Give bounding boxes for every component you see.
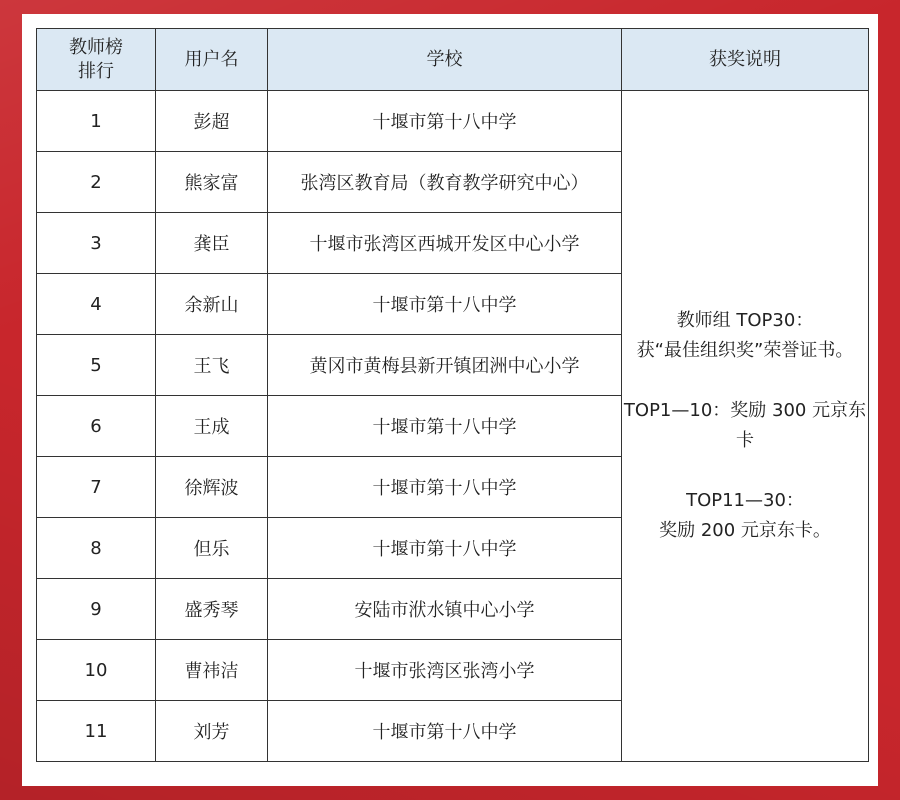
username-cell: 徐辉波 [156, 457, 268, 518]
username-cell: 但乐 [156, 518, 268, 579]
rank-cell: 5 [37, 335, 156, 396]
username-cell: 熊家富 [156, 152, 268, 213]
school-cell: 十堰市第十八中学 [268, 396, 622, 457]
award-note-line3: TOP1—10：奖励 300 元京东卡 [623, 400, 867, 451]
school-cell: 十堰市第十八中学 [268, 518, 622, 579]
username-cell: 王成 [156, 396, 268, 457]
header-school: 学校 [268, 29, 622, 91]
rank-cell: 3 [37, 213, 156, 274]
rank-cell: 1 [37, 91, 156, 152]
rank-cell: 7 [37, 457, 156, 518]
school-cell: 十堰市第十八中学 [268, 701, 622, 762]
rank-cell: 4 [37, 274, 156, 335]
school-cell: 张湾区教育局（教育教学研究中心） [268, 152, 622, 213]
school-cell: 十堰市第十八中学 [268, 274, 622, 335]
school-cell: 黄冈市黄梅县新开镇团洲中心小学 [268, 335, 622, 396]
award-note-line5: 奖励 200 元京东卡。 [659, 520, 831, 541]
username-cell: 彭超 [156, 91, 268, 152]
school-cell: 十堰市第十八中学 [268, 91, 622, 152]
rank-cell: 8 [37, 518, 156, 579]
username-cell: 盛秀琴 [156, 579, 268, 640]
table-row [37, 91, 869, 152]
leaderboard-panel [22, 14, 878, 786]
award-note-line2: 获“最佳组织奖”荣誉证书。 [636, 340, 854, 361]
award-note-line4: TOP11—30： [686, 490, 804, 511]
school-cell: 安陆市洑水镇中心小学 [268, 579, 622, 640]
school-cell: 十堰市张湾区张湾小学 [268, 640, 622, 701]
award-description-cell [622, 91, 869, 762]
rank-cell: 10 [37, 640, 156, 701]
username-cell: 余新山 [156, 274, 268, 335]
header-award-description: 获奖说明 [622, 29, 869, 91]
username-cell: 刘芳 [156, 701, 268, 762]
teacher-leaderboard-table [36, 28, 869, 762]
rank-cell: 11 [37, 701, 156, 762]
school-cell: 十堰市第十八中学 [268, 457, 622, 518]
rank-cell: 6 [37, 396, 156, 457]
table-header-row [37, 29, 869, 91]
award-note-line1: 教师组 TOP30： [676, 310, 814, 331]
rank-cell: 9 [37, 579, 156, 640]
username-cell: 曹祎洁 [156, 640, 268, 701]
username-cell: 王飞 [156, 335, 268, 396]
header-rank: 教师榜 排行 [37, 29, 156, 91]
header-username: 用户名 [156, 29, 268, 91]
rank-cell: 2 [37, 152, 156, 213]
school-cell: 十堰市张湾区西城开发区中心小学 [268, 213, 622, 274]
username-cell: 龚臣 [156, 213, 268, 274]
